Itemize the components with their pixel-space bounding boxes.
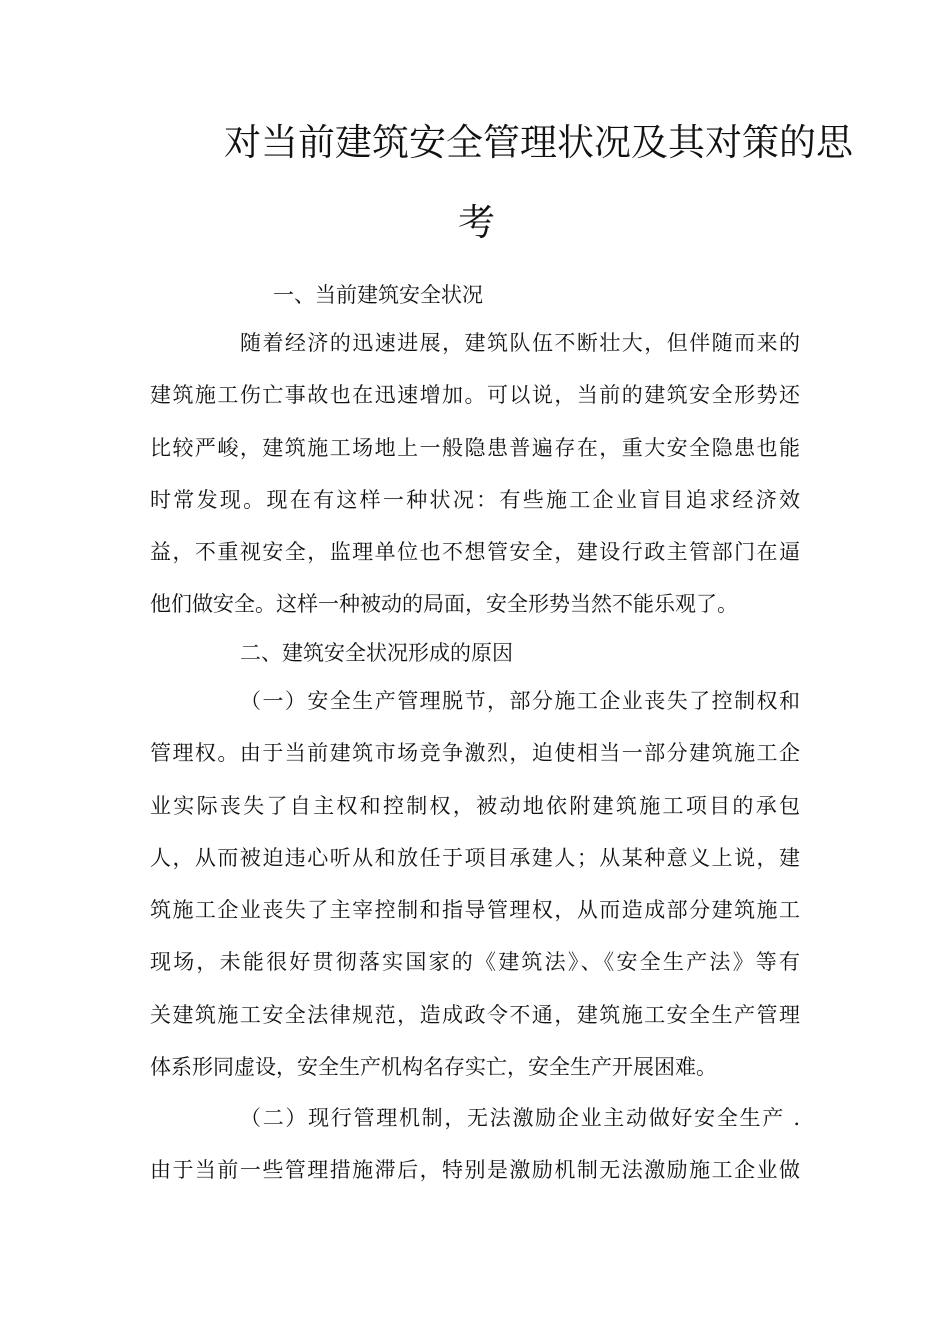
subsection-2-paragraph xyxy=(150,1092,800,1197)
paragraph-line: （一）安全生产管理脱节，部分施工企业丧失了控制权和 xyxy=(240,689,800,713)
section-1-paragraph xyxy=(150,317,800,631)
document-title-line-2: 考 xyxy=(458,201,495,244)
paragraph-line: 人，从而被迫违心听从和放任于项目承建人；从某种意义上说，建 xyxy=(150,845,800,870)
paragraph-line: 他们做安全。这样一种被动的局面，安全形势当然不能乐观了。 xyxy=(150,592,738,617)
section-2-heading: 二、建筑安全状况形成的原因 xyxy=(240,641,513,665)
paragraph-line: 管理权。由于当前建筑市场竞争激烈，迫使相当一部分建筑施工企 xyxy=(150,741,800,766)
paragraph-line: 现场，未能很好贯彻落实国家的《建筑法》、《安全生产法》等有 xyxy=(150,950,800,975)
paragraph-line: 关建筑施工安全法律规范，造成政令不通，建筑施工安全生产管理 xyxy=(150,1002,800,1027)
paragraph-line: 比较严峻，建筑施工场地上一般隐患普遍存在，重大安全隐患也能 xyxy=(150,435,800,460)
paragraph-line: 筑施工企业丧失了主宰控制和指导管理权，从而造成部分建筑施工 xyxy=(150,898,800,923)
paragraph-line: 业实际丧失了自主权和控制权，被动地依附建筑施工项目的承包 xyxy=(150,793,800,818)
paragraph-line: 建筑施工伤亡事故也在迅速增加。可以说，当前的建筑安全形势还 xyxy=(150,383,800,408)
paragraph-line: 由于当前一些管理措施滞后，特别是激励机制无法激励施工企业做 xyxy=(150,1158,800,1183)
paragraph-line: 随着经济的迅速进展，建筑队伍不断壮大，但伴随而来的 xyxy=(240,331,800,355)
document-title-line-1: 对当前建筑安全管理状况及其对策的思 xyxy=(224,121,853,164)
paragraph-line: 体系形同虚设，安全生产机构名存实亡，安全生产开展困难。 xyxy=(150,1055,717,1080)
paragraph-line: 益，不重视安全，监理单位也不想管安全，建设行政主管部门在逼 xyxy=(150,540,800,565)
section-1-heading: 一、当前建筑安全状况 xyxy=(273,283,483,307)
paragraph-line: （二）现行管理机制，无法激励企业主动做好安全生产 . xyxy=(240,1106,800,1130)
paragraph-line: 时常发现。现在有这样一种状况：有些施工企业盲目追求经济效 xyxy=(150,487,800,512)
subsection-1-paragraph xyxy=(150,675,800,1093)
